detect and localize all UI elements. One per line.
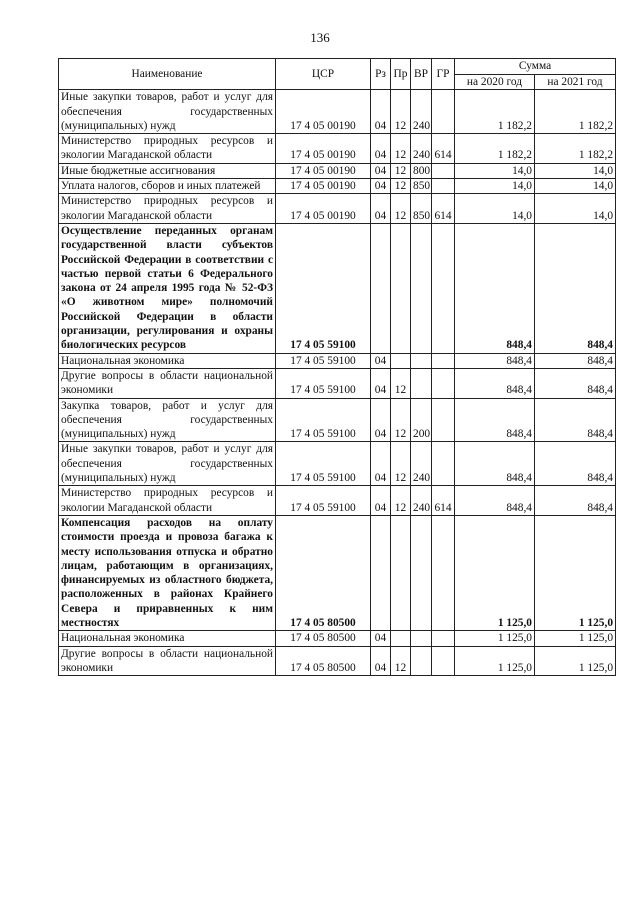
- header-year-2020: на 2020 год: [455, 75, 535, 90]
- cell-pr: 12: [391, 646, 411, 676]
- cell-csr: 17 4 05 80500: [276, 631, 371, 646]
- cell-pr: 12: [391, 368, 411, 398]
- cell-gr: 614: [432, 134, 455, 164]
- table-row: [59, 223, 616, 353]
- cell-rz: 04: [371, 353, 391, 368]
- cell-vr: [411, 368, 432, 398]
- cell-sum-2021: 848,4: [535, 398, 616, 442]
- table-row: [59, 163, 616, 178]
- cell-csr: 17 4 05 00190: [276, 179, 371, 194]
- cell-rz: 04: [371, 646, 391, 676]
- table-row: [59, 486, 616, 516]
- cell-csr: 17 4 05 59100: [276, 223, 371, 353]
- cell-sum-2021: 848,4: [535, 223, 616, 353]
- cell-pr: 12: [391, 442, 411, 486]
- header-pr: Пр: [391, 59, 411, 90]
- cell-pr: [391, 353, 411, 368]
- cell-gr: [432, 368, 455, 398]
- cell-sum-2021: 848,4: [535, 442, 616, 486]
- cell-vr: 800: [411, 163, 432, 178]
- cell-sum-2021: 1 125,0: [535, 631, 616, 646]
- cell-csr: 17 4 05 80500: [276, 515, 371, 630]
- cell-sum-2020: 14,0: [455, 194, 535, 224]
- cell-rz: 04: [371, 179, 391, 194]
- cell-sum-2020: 1 182,2: [455, 134, 535, 164]
- cell-vr: 850: [411, 179, 432, 194]
- cell-vr: 240: [411, 486, 432, 516]
- cell-sum-2021: 14,0: [535, 194, 616, 224]
- header-vr: ВР: [411, 59, 432, 90]
- cell-name: Уплата налогов, сборов и иных платежей: [59, 179, 276, 194]
- cell-sum-2020: 848,4: [455, 368, 535, 398]
- cell-sum-2020: 1 125,0: [455, 631, 535, 646]
- cell-rz: 04: [371, 163, 391, 178]
- cell-sum-2020: 848,4: [455, 353, 535, 368]
- cell-csr: 17 4 05 59100: [276, 486, 371, 516]
- cell-gr: [432, 163, 455, 178]
- cell-name: Иные закупки товаров, работ и услуг для обеспечения государственных (муниципальных) нужд: [59, 442, 276, 486]
- cell-pr: 12: [391, 163, 411, 178]
- cell-name: Компенсация расходов на оплату стоимости проезда и провоза багажа к месту использования отпуска и обратно лицам, работающим в организациях, финансируемых из областного бюджета, расположенных в районах Крайнего Севера и приравненных к ним местностях: [59, 515, 276, 630]
- table-row: [59, 646, 616, 676]
- page-number: 136: [310, 30, 330, 45]
- cell-sum-2021: 848,4: [535, 486, 616, 516]
- cell-rz: [371, 223, 391, 353]
- header-year-2021: на 2021 год: [535, 75, 616, 90]
- cell-gr: 614: [432, 486, 455, 516]
- cell-sum-2020: 1 125,0: [455, 646, 535, 676]
- cell-gr: [432, 442, 455, 486]
- cell-gr: [432, 398, 455, 442]
- cell-vr: [411, 631, 432, 646]
- cell-gr: [432, 646, 455, 676]
- cell-csr: 17 4 05 59100: [276, 442, 371, 486]
- cell-rz: 04: [371, 486, 391, 516]
- cell-name: Министерство природных ресурсов и экологии Магаданской области: [59, 194, 276, 224]
- cell-gr: [432, 515, 455, 630]
- cell-csr: 17 4 05 00190: [276, 134, 371, 164]
- table-row: [59, 194, 616, 224]
- cell-csr: 17 4 05 00190: [276, 194, 371, 224]
- cell-vr: [411, 353, 432, 368]
- header-csr: ЦСР: [276, 59, 371, 90]
- cell-rz: 04: [371, 90, 391, 134]
- cell-rz: 04: [371, 442, 391, 486]
- table-row: [59, 134, 616, 164]
- cell-gr: [432, 179, 455, 194]
- cell-name: Осуществление переданных органам государственной власти субъектов Российской Федерации в соответствии с частью первой статьи 6 Федерального закона от 24 апреля 1995 года № 52-ФЗ «О животном мире» полномочий Российской Федерации в области организации, регулирования и охраны биологических ресурсов: [59, 223, 276, 353]
- table-body: [59, 90, 616, 676]
- cell-sum-2021: 1 125,0: [535, 515, 616, 630]
- cell-sum-2020: 14,0: [455, 179, 535, 194]
- cell-vr: 240: [411, 442, 432, 486]
- cell-sum-2021: 1 125,0: [535, 646, 616, 676]
- cell-sum-2021: 848,4: [535, 368, 616, 398]
- cell-rz: [371, 515, 391, 630]
- header-name: Наименование: [59, 59, 276, 90]
- cell-vr: 200: [411, 398, 432, 442]
- cell-vr: [411, 223, 432, 353]
- cell-pr: 12: [391, 134, 411, 164]
- cell-sum-2020: 848,4: [455, 442, 535, 486]
- cell-name: Другие вопросы в области национальной экономики: [59, 368, 276, 398]
- cell-csr: 17 4 05 00190: [276, 90, 371, 134]
- cell-sum-2020: 848,4: [455, 223, 535, 353]
- cell-sum-2020: 848,4: [455, 486, 535, 516]
- cell-pr: [391, 515, 411, 630]
- table-row: [59, 515, 616, 630]
- header-rz: Рз: [371, 59, 391, 90]
- cell-pr: 12: [391, 398, 411, 442]
- cell-pr: 12: [391, 90, 411, 134]
- header-gr: ГР: [432, 59, 455, 90]
- cell-pr: 12: [391, 486, 411, 516]
- cell-rz: 04: [371, 194, 391, 224]
- table-row: [59, 353, 616, 368]
- table-row: [59, 631, 616, 646]
- cell-csr: 17 4 05 00190: [276, 163, 371, 178]
- cell-rz: 04: [371, 631, 391, 646]
- cell-pr: [391, 631, 411, 646]
- cell-sum-2021: 848,4: [535, 353, 616, 368]
- cell-csr: 17 4 05 59100: [276, 353, 371, 368]
- table-row: [59, 179, 616, 194]
- cell-csr: 17 4 05 59100: [276, 398, 371, 442]
- cell-sum-2020: 14,0: [455, 163, 535, 178]
- cell-vr: [411, 515, 432, 630]
- cell-name: Министерство природных ресурсов и экологии Магаданской области: [59, 486, 276, 516]
- cell-gr: 614: [432, 194, 455, 224]
- cell-vr: 850: [411, 194, 432, 224]
- cell-gr: [432, 631, 455, 646]
- cell-pr: [391, 223, 411, 353]
- cell-name: Другие вопросы в области национальной экономики: [59, 646, 276, 676]
- cell-sum-2020: 1 182,2: [455, 90, 535, 134]
- cell-rz: 04: [371, 398, 391, 442]
- cell-vr: 240: [411, 90, 432, 134]
- cell-rz: 04: [371, 134, 391, 164]
- cell-pr: 12: [391, 194, 411, 224]
- cell-vr: 240: [411, 134, 432, 164]
- cell-sum-2021: 14,0: [535, 163, 616, 178]
- cell-sum-2021: 1 182,2: [535, 90, 616, 134]
- cell-name: Национальная экономика: [59, 631, 276, 646]
- cell-gr: [432, 223, 455, 353]
- cell-csr: 17 4 05 59100: [276, 368, 371, 398]
- cell-csr: 17 4 05 80500: [276, 646, 371, 676]
- cell-gr: [432, 90, 455, 134]
- table-row: [59, 442, 616, 486]
- table-row: [59, 398, 616, 442]
- table-row: [59, 90, 616, 134]
- cell-gr: [432, 353, 455, 368]
- budget-table: [58, 58, 616, 676]
- cell-name: Министерство природных ресурсов и экологии Магаданской области: [59, 134, 276, 164]
- cell-rz: 04: [371, 368, 391, 398]
- table-row: [59, 368, 616, 398]
- cell-vr: [411, 646, 432, 676]
- cell-sum-2020: 848,4: [455, 398, 535, 442]
- cell-name: Национальная экономика: [59, 353, 276, 368]
- cell-sum-2021: 1 182,2: [535, 134, 616, 164]
- header-sum: Сумма: [455, 59, 616, 75]
- cell-pr: 12: [391, 179, 411, 194]
- cell-name: Иные бюджетные ассигнования: [59, 163, 276, 178]
- cell-sum-2021: 14,0: [535, 179, 616, 194]
- cell-name: Иные закупки товаров, работ и услуг для обеспечения государственных (муниципальных) нужд: [59, 90, 276, 134]
- cell-sum-2020: 1 125,0: [455, 515, 535, 630]
- cell-name: Закупка товаров, работ и услуг для обеспечения государственных (муниципальных) нужд: [59, 398, 276, 442]
